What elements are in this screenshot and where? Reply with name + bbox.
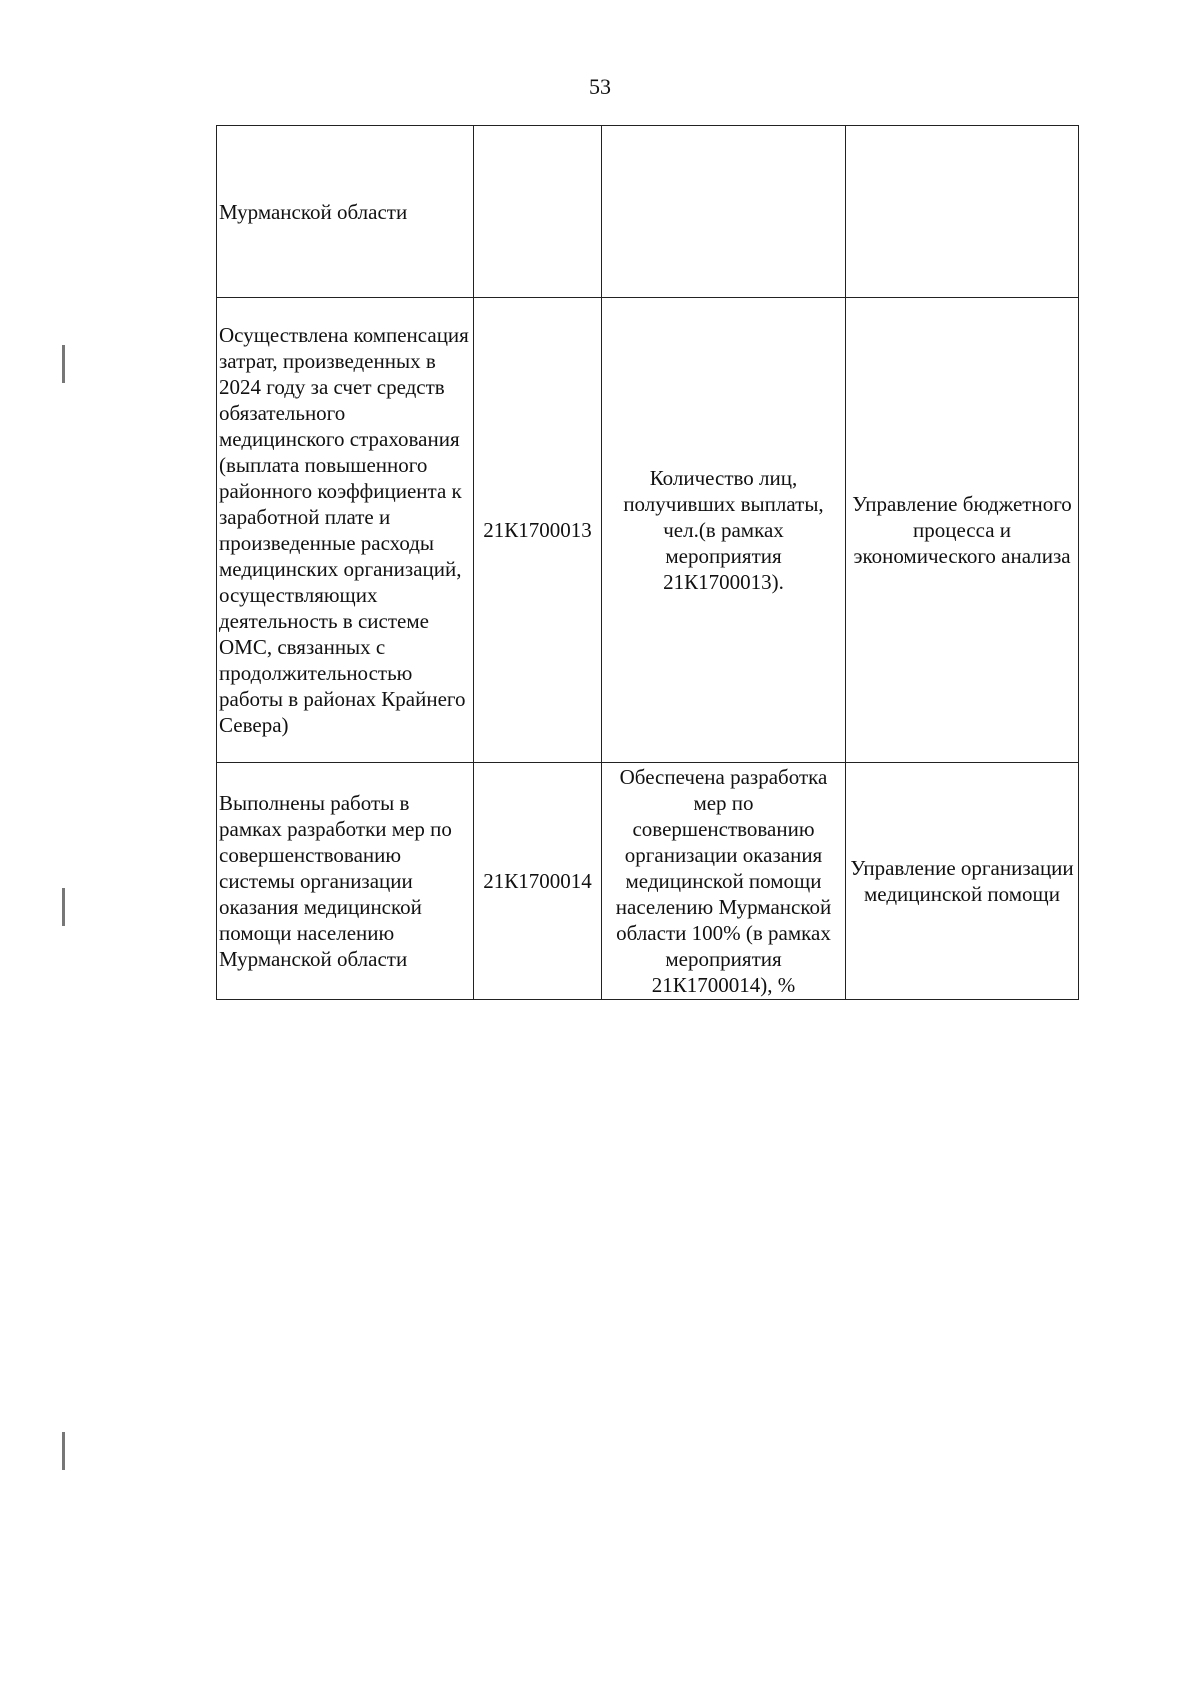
measure-code-cell [474, 126, 602, 298]
binder-hole-mark [62, 888, 65, 926]
table-row [217, 298, 1079, 763]
indicator-cell [602, 126, 846, 298]
measure-code-cell: 21К1700014 [474, 763, 602, 1000]
responsible-cell: Управление организации медицинской помощи [846, 763, 1079, 1000]
measure-name-cell: Мурманской области [217, 126, 474, 298]
responsible-cell [846, 126, 1079, 298]
binder-hole-mark [62, 345, 65, 383]
table-row [217, 126, 1079, 298]
page-number: 53 [589, 74, 611, 99]
measures-table [216, 125, 1079, 1000]
measure-name-cell: Выполнены работы в рамках разработки мер по совершенствованию системы организации оказания медицинской помощи населению Мурманской области [217, 763, 474, 1000]
binder-hole-mark [62, 1432, 65, 1470]
indicator-cell: Количество лиц, получивших выплаты, чел.(в рамках мероприятия 21К1700013). [602, 298, 846, 763]
indicator-cell: Обеспечена разработка мер по совершенствованию организации оказания медицинской помощи населению Мурманской области 100% (в рамках мероприятия 21К1700014), % [602, 763, 846, 1000]
measure-code-cell: 21К1700013 [474, 298, 602, 763]
table-row [217, 763, 1079, 1000]
measure-name-cell: Осуществлена компенсация затрат, произведенных в 2024 году за счет средств обязательного медицинского страхования (выплата повышенного районного коэффициента к заработной плате и произведенные расходы медицинских организаций, осуществляющих деятельность в системе ОМС, связанных с продолжительностью работы в районах Крайнего Севера) [217, 298, 474, 763]
responsible-cell: Управление бюджетного процесса и экономического анализа [846, 298, 1079, 763]
